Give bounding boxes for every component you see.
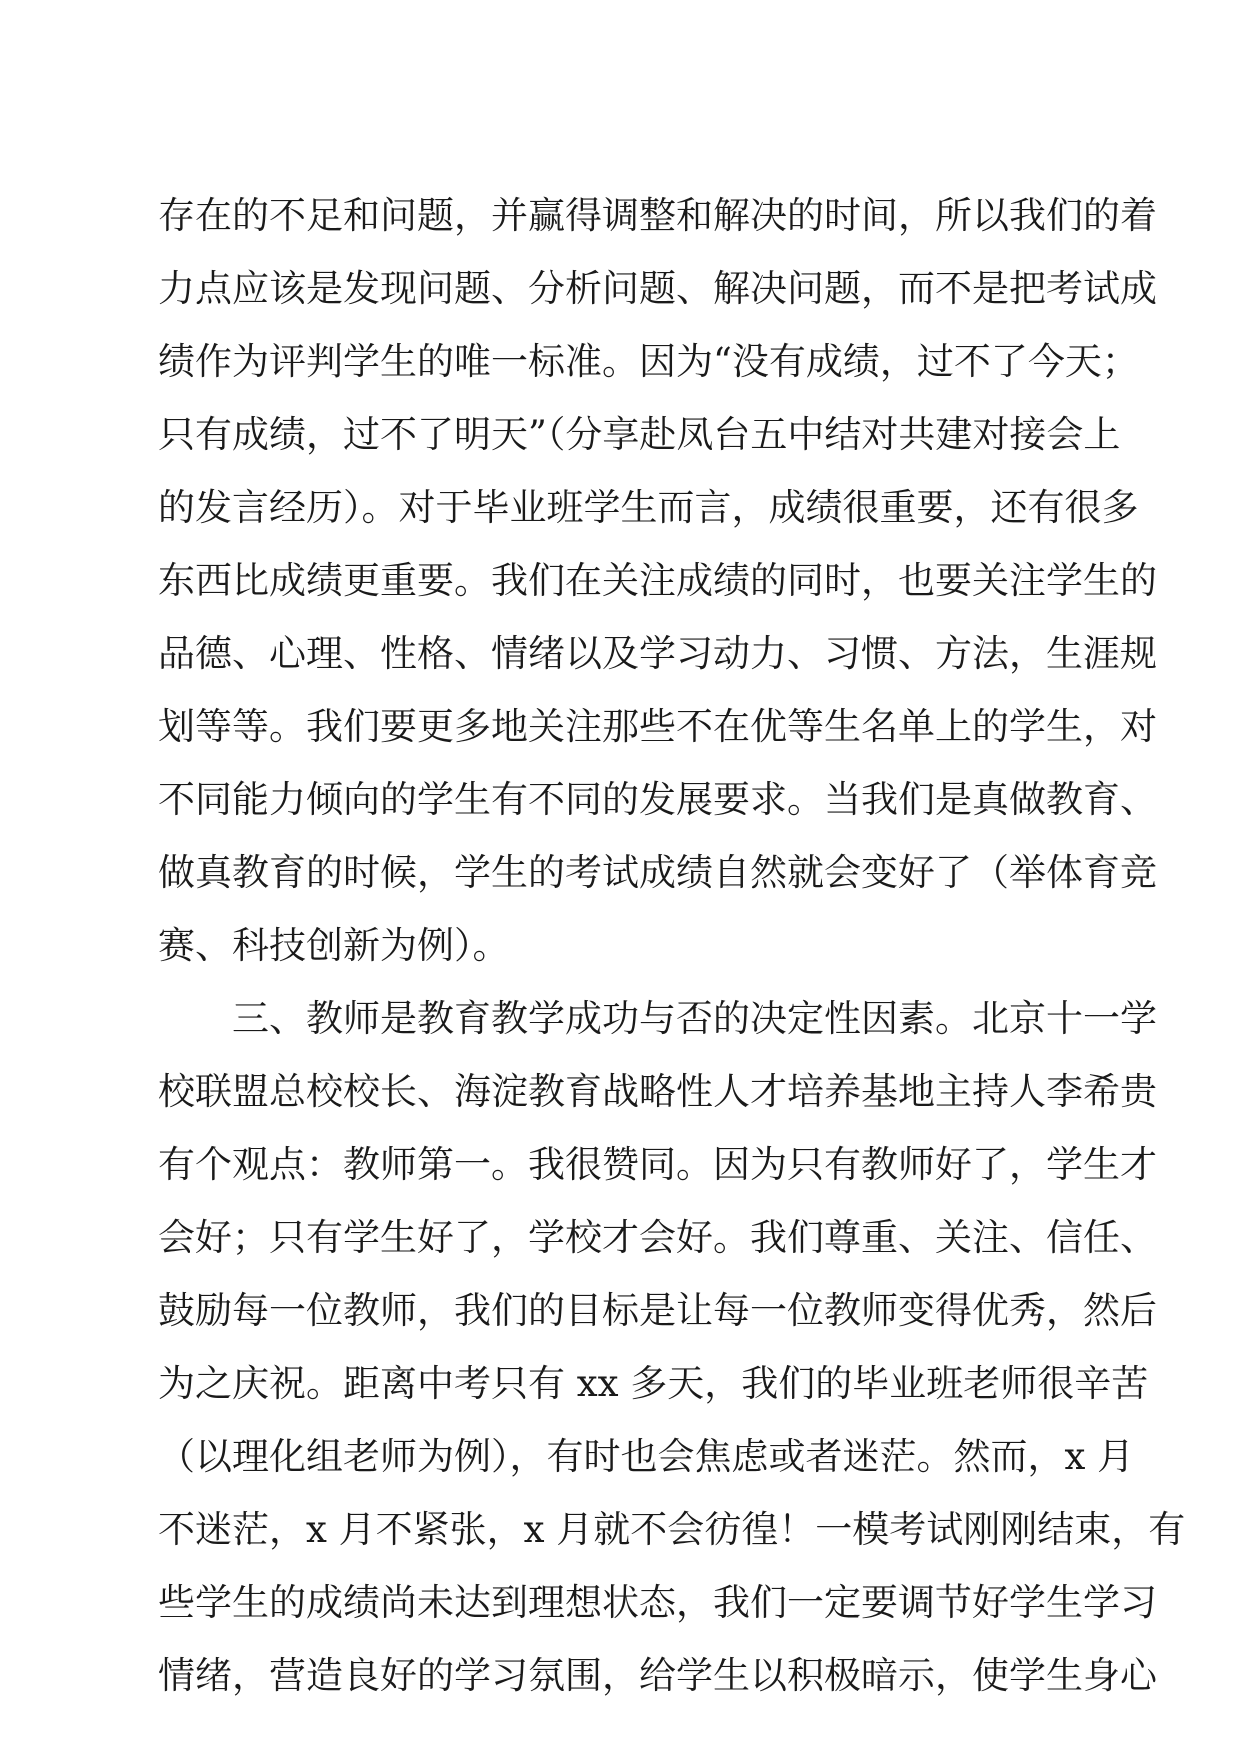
paragraph-line: 品德、心理、性格、情绪以及学习动力、习惯、方法，生涯规 (158, 632, 1157, 675)
paragraph-line: 东西比成绩更重要。我们在关注成绩的同时，也要关注学生的 (158, 559, 1157, 602)
paragraph-line: 情绪，营造良好的学习氛围，给学生以积极暗示，使学生身心 (158, 1654, 1157, 1697)
paragraph-line: （以理化组老师为例），有时也会焦虑或者迷茫。然而，x 月 (158, 1435, 1135, 1478)
paragraph-line: 为之庆祝。距离中考只有 xx 多天，我们的毕业班老师很辛苦 (158, 1362, 1149, 1405)
paragraph-1 (158, 179, 1157, 982)
paragraph-2 (158, 982, 1186, 1712)
document-body (158, 179, 1186, 1712)
paragraph-line: 鼓励每一位教师，我们的目标是让每一位教师变得优秀，然后 (158, 1289, 1157, 1332)
paragraph-line: 绩作为评判学生的唯一标准。因为“没有成绩，过不了今天； (158, 340, 1139, 383)
paragraph-line: 校联盟总校校长、海淀教育战略性人才培养基地主持人李希贵 (158, 1070, 1157, 1113)
paragraph-line: 有个观点：教师第一。我很赞同。因为只有教师好了，学生才 (158, 1143, 1157, 1186)
paragraph-line: 存在的不足和问题，并赢得调整和解决的时间，所以我们的着 (158, 194, 1157, 237)
paragraph-line: 会好；只有学生好了，学校才会好。我们尊重、关注、信任、 (158, 1216, 1157, 1259)
paragraph-line: 不迷茫，x 月不紧张，x 月就不会彷徨！一模考试刚刚结束，有 (158, 1508, 1186, 1551)
paragraph-line: 的发言经历）。对于毕业班学生而言，成绩很重要，还有很多 (158, 486, 1139, 529)
paragraph-line: 做真教育的时候，学生的考试成绩自然就会变好了（举体育竞 (158, 851, 1157, 894)
paragraph-line: 不同能力倾向的学生有不同的发展要求。当我们是真做教育、 (158, 778, 1157, 821)
paragraph-line: 力点应该是发现问题、分析问题、解决问题，而不是把考试成 (158, 267, 1157, 310)
paragraph-line: 划等等。我们要更多地关注那些不在优等生名单上的学生，对 (158, 705, 1157, 748)
paragraph-line: 只有成绩，过不了明天”（分享赴凤台五中结对共建对接会上 (158, 413, 1121, 456)
paragraph-line: 三、教师是教育教学成功与否的决定性因素。北京十一学 (232, 997, 1157, 1040)
paragraph-line: 赛、科技创新为例）。 (158, 924, 510, 967)
paragraph-line: 些学生的成绩尚未达到理想状态，我们一定要调节好学生学习 (158, 1581, 1157, 1624)
